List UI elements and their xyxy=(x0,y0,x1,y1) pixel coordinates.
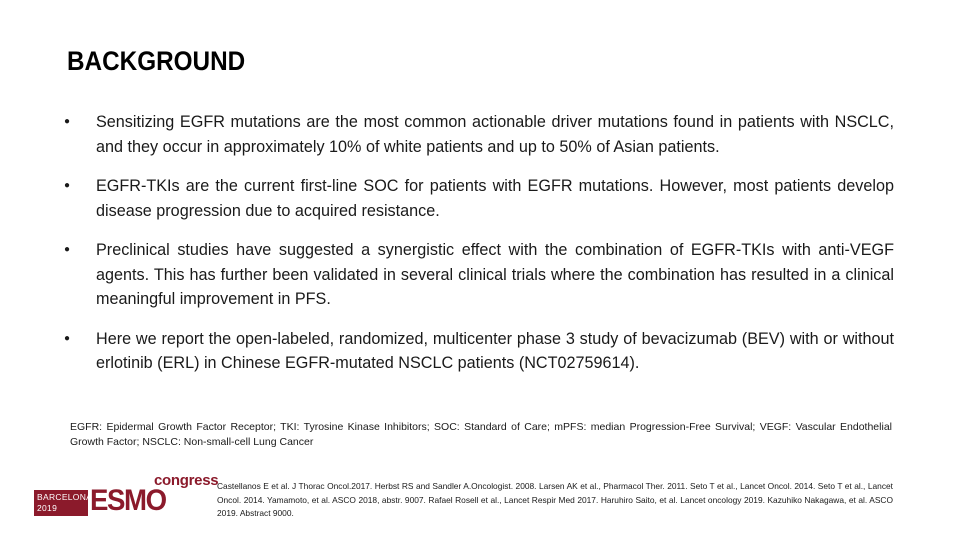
abbreviations-footnote: EGFR: Epidermal Growth Factor Receptor; TKI: Tyrosine Kinase Inhibitors; SOC: Standard of Care; mPFS: median Progression-Free Survival; VEGF: Vascular Endothelial Growth Factor; NSCLC: Non-small-cell Lung Cancer xyxy=(70,421,892,448)
bullet-icon: ● xyxy=(64,332,71,344)
logo-suffix: congress xyxy=(154,472,219,489)
slide-title: BACKGROUND xyxy=(67,46,246,76)
esmo-congress-logo xyxy=(34,472,219,522)
bullet-icon: ● xyxy=(64,244,71,255)
bullet-item xyxy=(64,238,894,312)
bullet-text: Here we report the open-labeled, randomized, multicenter phase 3 study of bevacizumab (BEV) with or without erlotinib (ERL) in Chinese EGFR-mutated NSCLC patients (NCT02759614). xyxy=(96,329,894,372)
logo-brand: ESMO xyxy=(90,484,166,517)
logo-city: BARCELONA xyxy=(37,492,93,502)
logo-year: 2019 xyxy=(37,503,58,513)
bullet-text: EGFR-TKIs are the current first-line SOC for patients with EGFR mutations. However, most patients develop disease progression due to acquired resistance. xyxy=(96,177,894,220)
bullet-item xyxy=(64,174,894,223)
bullet-icon: ● xyxy=(64,180,71,191)
bullet-item xyxy=(64,327,894,376)
bullet-list xyxy=(64,110,894,391)
bullet-text: Sensitizing EGFR mutations are the most common actionable driver mutations found in patients with NSCLC, and they occur in approximately 10% of white patients and up to 50% of Asian patients. xyxy=(96,113,894,156)
bullet-item xyxy=(64,110,894,159)
logo-city-badge xyxy=(34,490,93,516)
references-footnote: Castellanos E et al. J Thorac Oncol.2017. Herbst RS and Sandler A.Oncologist. 2008. Larsen AK et al., Pharmacol Ther. 2011. Seto T et al., Lancet Oncol. 2014. Seto T et al., Lancet Oncol. 2014. Yamamoto, et al. ASCO 2018, abstr. 9007. Rafael Rosell et al., Lancet Respir Med 2017. Haruhiro Saito, et al. Lancet oncology 2019. Kazuhiko Nakagawa, et al. ASCO 2019. Abstract 9000. xyxy=(217,481,893,518)
bullet-icon: ● xyxy=(64,116,71,127)
bullet-text: Preclinical studies have suggested a synergistic effect with the combination of EGFR-TKIs with anti-VEGF agents. This has further been validated in several clinical trials where the combination has resulted in a clinical meaningful improvement in PFS. xyxy=(96,241,894,308)
